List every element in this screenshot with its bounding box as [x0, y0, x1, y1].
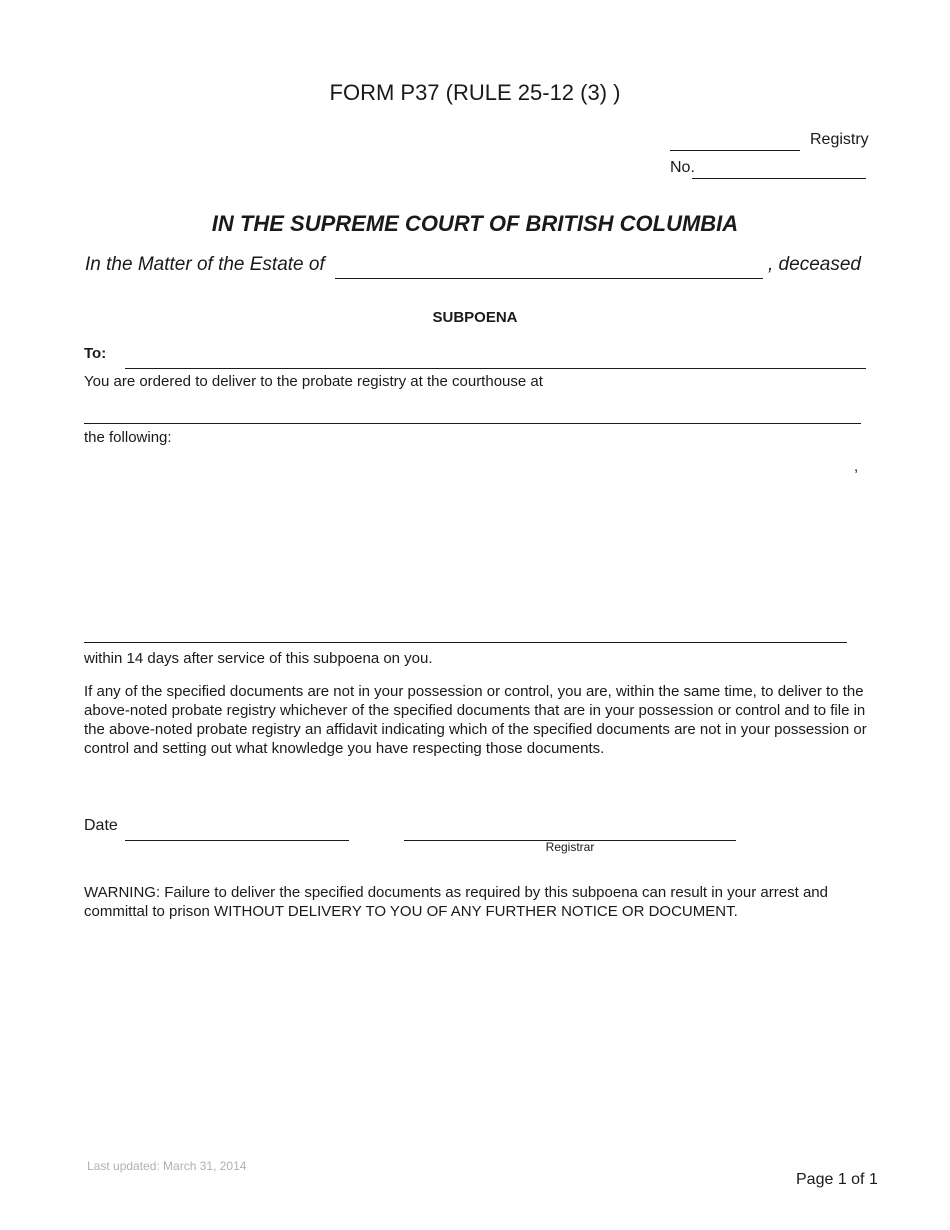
registry-number-field-line[interactable]: [692, 178, 866, 179]
court-title: IN THE SUPREME COURT OF BRITISH COLUMBIA: [211, 211, 739, 236]
warning-text: WARNING: Failure to deliver the specified documents as required by this subpoena can result in your arrest and committal to prison WITHOUT DELIVERY TO YOU OF ANY FURTHER NOTICE OR DOCUMENT.: [84, 884, 828, 920]
subpoena-title: SUBPOENA: [432, 309, 518, 326]
estate-name-field-line[interactable]: [335, 278, 763, 279]
estate-prefix-label: In the Matter of the Estate of: [85, 254, 325, 275]
page-number: Page 1 of 1: [796, 1171, 878, 1188]
ordered-text: You are ordered to deliver to the probate registry at the courthouse at: [84, 373, 543, 390]
within-text: within 14 days after service of this subpoena on you.: [84, 650, 433, 667]
registry-label: Registry: [810, 131, 869, 148]
possession-paragraph: If any of the specified documents are not in your possession or control, you are, within the same time, to deliver to the above-noted probate registry whichever of the specified documents that are in your possession or control and to file in the above-noted probate registry an affidavit indicating which of the specified documents are not in your possession or control and setting out what knowledge you have respecting those documents.: [84, 683, 867, 757]
form-title: FORM P37 (RULE 25-12 (3) ): [329, 80, 621, 105]
last-updated-note: Last updated: March 31, 2014: [87, 1159, 247, 1173]
registry-field-line[interactable]: [670, 150, 800, 151]
estate-suffix-label: , deceased: [768, 254, 861, 275]
documents-field-line[interactable]: [84, 642, 847, 643]
date-label: Date: [84, 817, 118, 834]
documents-list-comma: ,: [854, 458, 859, 475]
to-label: To:: [84, 345, 107, 362]
registrar-label: Registrar: [545, 840, 595, 854]
courthouse-field-line[interactable]: [84, 423, 861, 424]
date-field-line[interactable]: [125, 840, 349, 841]
to-field-line[interactable]: [125, 368, 866, 369]
registry-number-label: No.: [670, 159, 695, 176]
following-text: the following:: [84, 429, 172, 446]
